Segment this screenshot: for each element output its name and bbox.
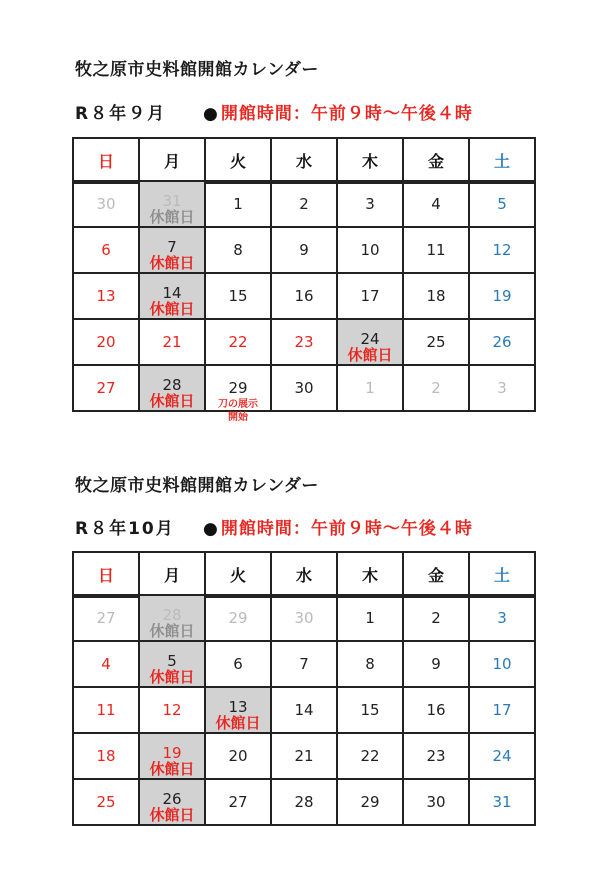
calendar-day-cell [271, 779, 337, 825]
day-number: 12 [492, 240, 512, 259]
closed-day-label: 休館日 [347, 346, 393, 364]
calendar-day-cell [469, 733, 535, 779]
day-number: 27 [228, 792, 248, 811]
closed-day-label: 休館日 [149, 668, 195, 686]
weekday-monday: 月 [139, 552, 205, 597]
calendar-day-cell [271, 365, 337, 411]
weekday-friday: 金 [403, 138, 469, 183]
calendar-day-cell [403, 319, 469, 365]
calendar-day-cell [403, 779, 469, 825]
calendar-day-cell [469, 227, 535, 273]
calendar-day-cell [337, 779, 403, 825]
closed-day-label: 休館日 [149, 208, 195, 226]
calendar-day-cell [139, 595, 205, 641]
day-number: 30 [294, 608, 314, 627]
calendar-day-cell [469, 779, 535, 825]
calendar-day-cell [469, 181, 535, 227]
day-number: 8 [365, 654, 375, 673]
calendar-day-cell [73, 319, 139, 365]
day-number: 20 [228, 746, 248, 765]
month-label-september: R８年９月 [75, 104, 167, 124]
day-number: 29 [228, 378, 248, 397]
day-number: 24 [492, 746, 512, 765]
day-number: 8 [233, 240, 243, 259]
day-number: 2 [299, 194, 309, 213]
day-number: 1 [233, 194, 243, 213]
calendar-day-cell [271, 227, 337, 273]
weekday-tuesday: 火 [205, 138, 271, 183]
calendar-day-cell [73, 641, 139, 687]
closed-day-label: 休館日 [215, 714, 261, 732]
day-number: 25 [426, 332, 446, 351]
calendar-week-row [73, 365, 535, 411]
day-number: 30 [96, 194, 116, 213]
calendar-week-row [73, 779, 535, 825]
day-number: 15 [360, 700, 380, 719]
calendar-day-cell [337, 595, 403, 641]
calendar-day-cell [403, 687, 469, 733]
day-number: 16 [426, 700, 446, 719]
day-number: 22 [228, 332, 248, 351]
day-number: 16 [294, 286, 314, 305]
calendar-day-cell [271, 733, 337, 779]
calendar-day-cell [73, 733, 139, 779]
day-number: 25 [96, 792, 116, 811]
weekday-sunday: 日 [73, 552, 139, 597]
day-number: 17 [360, 286, 380, 305]
weekday-sunday: 日 [73, 138, 139, 183]
calendar-day-cell [205, 733, 271, 779]
calendar-day-cell [139, 779, 205, 825]
weekday-tuesday: 火 [205, 552, 271, 597]
month-label-october: R８年10月 [75, 519, 175, 539]
calendar-day-cell [73, 273, 139, 319]
closed-day-label: 休館日 [149, 760, 195, 778]
calendar-day-cell [271, 595, 337, 641]
calendar-week-row [73, 641, 535, 687]
calendar-day-cell [469, 595, 535, 641]
day-number: 31 [492, 792, 512, 811]
weekday-wednesday: 水 [271, 552, 337, 597]
day-number: 22 [360, 746, 380, 765]
calendar-day-cell [403, 273, 469, 319]
opening-hours-october [203, 514, 473, 539]
calendar-week-row [73, 319, 535, 365]
calendar-day-cell [73, 365, 139, 411]
calendar-week-row [73, 595, 535, 641]
calendar-day-cell [271, 641, 337, 687]
weekday-friday: 金 [403, 552, 469, 597]
calendar-day-cell [139, 273, 205, 319]
calendar-day-cell [139, 641, 205, 687]
weekday-saturday: 土 [469, 552, 535, 597]
closed-day-label: 休館日 [149, 622, 195, 640]
calendar-day-cell [205, 227, 271, 273]
day-number: 4 [431, 194, 441, 213]
day-number: 11 [96, 700, 116, 719]
closed-day-label: 休館日 [149, 300, 195, 318]
weekday-wednesday: 水 [271, 138, 337, 183]
day-number: 5 [167, 651, 177, 670]
day-number: 12 [162, 700, 182, 719]
day-number: 28 [162, 375, 182, 394]
day-number: 11 [426, 240, 446, 259]
calendar-title-october: 牧之原市史料館開館カレンダー [75, 476, 319, 496]
opening-hours-text: 開館時間：午前９時～午後４時 [220, 519, 473, 539]
calendar-day-cell [469, 319, 535, 365]
calendar-day-cell [205, 181, 271, 227]
opening-hours-september [203, 99, 473, 124]
calendar-day-cell [403, 733, 469, 779]
calendar-day-cell [469, 273, 535, 319]
day-number: 26 [492, 332, 512, 351]
day-number: 23 [294, 332, 314, 351]
bullet-icon: ● [203, 104, 219, 124]
day-number: 9 [299, 240, 309, 259]
day-number: 14 [294, 700, 314, 719]
calendar-day-cell [271, 319, 337, 365]
calendar-day-cell [139, 227, 205, 273]
calendar-day-cell [205, 595, 271, 641]
calendar-day-cell [271, 273, 337, 319]
calendar-day-cell [271, 687, 337, 733]
weekday-header-october [72, 551, 536, 598]
bullet-icon: ● [203, 519, 219, 539]
calendar-day-cell [403, 227, 469, 273]
day-number: 18 [426, 286, 446, 305]
day-number: 19 [162, 743, 182, 762]
calendar-day-cell [403, 365, 469, 411]
day-number: 9 [431, 654, 441, 673]
calendar-day-cell [205, 273, 271, 319]
calendar-week-row [73, 733, 535, 779]
calendar-week-row [73, 273, 535, 319]
calendar-day-cell [337, 319, 403, 365]
weekday-thursday: 木 [337, 138, 403, 183]
calendar-grid-september [72, 180, 536, 423]
day-number: 17 [492, 700, 512, 719]
day-number: 21 [294, 746, 314, 765]
calendar-day-cell [139, 365, 205, 411]
calendar-day-cell [205, 687, 271, 733]
day-number: 27 [96, 608, 116, 627]
day-number: 4 [101, 654, 111, 673]
calendar-week-row [73, 227, 535, 273]
opening-hours-text: 開館時間：午前９時～午後４時 [220, 104, 473, 124]
day-number: 18 [96, 746, 116, 765]
day-number: 24 [360, 329, 380, 348]
calendar-day-cell [403, 595, 469, 641]
day-number: 3 [497, 378, 507, 397]
calendar-day-cell [337, 733, 403, 779]
day-number: 3 [497, 608, 507, 627]
day-number: 29 [228, 608, 248, 627]
day-number: 21 [162, 332, 182, 351]
calendar-day-cell [337, 687, 403, 733]
calendar-day-cell [139, 319, 205, 365]
day-number: 31 [162, 191, 182, 210]
calendar-week-row [73, 181, 535, 227]
day-number: 26 [162, 789, 182, 808]
day-number: 10 [492, 654, 512, 673]
calendar-day-cell [337, 273, 403, 319]
weekday-saturday: 土 [469, 138, 535, 183]
day-number: 7 [167, 237, 177, 256]
calendar-day-cell [205, 319, 271, 365]
calendar-day-cell [73, 227, 139, 273]
calendar-day-cell [337, 227, 403, 273]
calendar-day-cell [139, 181, 205, 227]
calendar-day-cell [469, 687, 535, 733]
day-number: 30 [294, 378, 314, 397]
day-number: 2 [431, 608, 441, 627]
day-number: 2 [431, 378, 441, 397]
day-number: 23 [426, 746, 446, 765]
calendar-day-cell [337, 641, 403, 687]
calendar-title-september: 牧之原市史料館開館カレンダー [75, 60, 319, 80]
calendar-day-cell [139, 687, 205, 733]
day-number: 1 [365, 378, 375, 397]
calendar-day-cell [469, 641, 535, 687]
day-number: 15 [228, 286, 248, 305]
weekday-thursday: 木 [337, 552, 403, 597]
day-number: 6 [233, 654, 243, 673]
day-number: 6 [101, 240, 111, 259]
calendar-day-cell [73, 687, 139, 733]
day-number: 7 [299, 654, 309, 673]
closed-day-label: 休館日 [149, 806, 195, 824]
calendar-day-cell [205, 365, 271, 423]
calendar-week-row [73, 687, 535, 733]
calendar-day-cell [403, 641, 469, 687]
day-number: 28 [162, 605, 182, 624]
day-number: 28 [294, 792, 314, 811]
calendar-day-cell [469, 365, 535, 411]
day-number: 3 [365, 194, 375, 213]
calendar-day-cell [73, 779, 139, 825]
calendar-day-cell [73, 181, 139, 227]
calendar-day-cell [139, 733, 205, 779]
event-note: 刀の展示 開始 [218, 399, 258, 423]
day-number: 27 [96, 378, 116, 397]
day-number: 13 [96, 286, 116, 305]
day-number: 29 [360, 792, 380, 811]
closed-day-label: 休館日 [149, 392, 195, 410]
calendar-day-cell [73, 595, 139, 641]
weekday-header-september [72, 137, 536, 184]
day-number: 30 [426, 792, 446, 811]
calendar-grid-october [72, 594, 536, 826]
calendar-day-cell [337, 365, 403, 411]
day-number: 13 [228, 697, 248, 716]
calendar-day-cell [403, 181, 469, 227]
day-number: 1 [365, 608, 375, 627]
calendar-day-cell [271, 181, 337, 227]
day-number: 10 [360, 240, 380, 259]
day-number: 19 [492, 286, 512, 305]
calendar-day-cell [205, 779, 271, 825]
day-number: 20 [96, 332, 116, 351]
weekday-monday: 月 [139, 138, 205, 183]
day-number: 5 [497, 194, 507, 213]
closed-day-label: 休館日 [149, 254, 195, 272]
calendar-day-cell [205, 641, 271, 687]
calendar-day-cell [337, 181, 403, 227]
day-number: 14 [162, 283, 182, 302]
